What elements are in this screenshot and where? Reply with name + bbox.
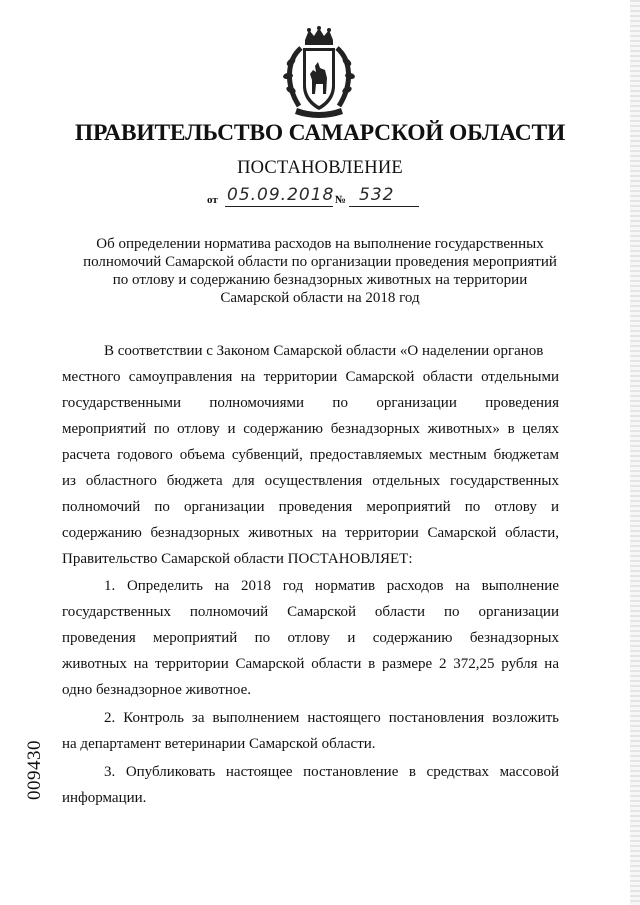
body-line: мероприятий по отлову и содержанию безнадзорных животных» в целях [62, 421, 559, 437]
coat-of-arms-icon [281, 26, 357, 118]
date-underline [225, 206, 333, 207]
date-prefix: от [207, 194, 218, 206]
body-line: 1. Определить на 2018 год норматив расходов на выполнение [104, 578, 559, 594]
body-line: из областного бюджета для осуществления отдельных государственных [62, 473, 559, 489]
subject-line: по отлову и содержанию безнадзорных животных на территории [112, 272, 528, 288]
number-prefix: № [335, 194, 347, 206]
body-line: содержанию безнадзорных животных на территории Самарской области, [62, 525, 559, 541]
body-line: 2. Контроль за выполнением настоящего постановления возложить [104, 710, 559, 726]
archive-number-text: 009430 [24, 740, 45, 800]
handwritten-date: 05.09.2018 [227, 185, 335, 205]
body-line: В соответствии с Законом Самарской области «О наделении органов [104, 343, 544, 359]
body-line: государственными полномочиями по организации проведения [62, 395, 559, 411]
government-title: ПРАВИТЕЛЬСТВО САМАРСКОЙ ОБЛАСТИ [74, 120, 566, 146]
handwritten-number: 532 [359, 185, 395, 205]
number-underline [349, 206, 419, 207]
subject-line: Самарской области на 2018 год [220, 290, 420, 306]
body-line: 3. Опубликовать настоящее постановление в средствах массовой [104, 764, 559, 780]
document-subject [80, 235, 560, 307]
body-line: проведения мероприятий по отлову и содержанию безнадзорных [62, 630, 559, 646]
body-line: одно безнадзорное животное. [62, 682, 251, 698]
body-line: Правительство Самарской области ПОСТАНОВЛЯЕТ: [62, 551, 413, 567]
body-line: полномочий по организации проведения мероприятий по отлову и [62, 499, 559, 515]
body-line: расчета годового объема субвенций, предоставляемых местным бюджетам [62, 447, 559, 463]
body-line: информации. [62, 790, 147, 806]
subject-line: Об определении норматива расходов на выполнение государственных [96, 236, 544, 252]
body-line: животных на территории Самарской области в размере 2 372,25 рубля на [62, 656, 559, 672]
archive-number [22, 720, 48, 820]
body-line: местного самоуправления на территории Самарской области отдельными [62, 369, 559, 385]
body-line: государственных полномочий Самарской области по организации [62, 604, 559, 620]
document-type: ПОСТАНОВЛЕНИЕ [237, 158, 403, 178]
subject-line: полномочий Самарской области по организации проведения мероприятий [83, 254, 557, 270]
body-line: на департамент ветеринарии Самарской области. [62, 736, 376, 752]
